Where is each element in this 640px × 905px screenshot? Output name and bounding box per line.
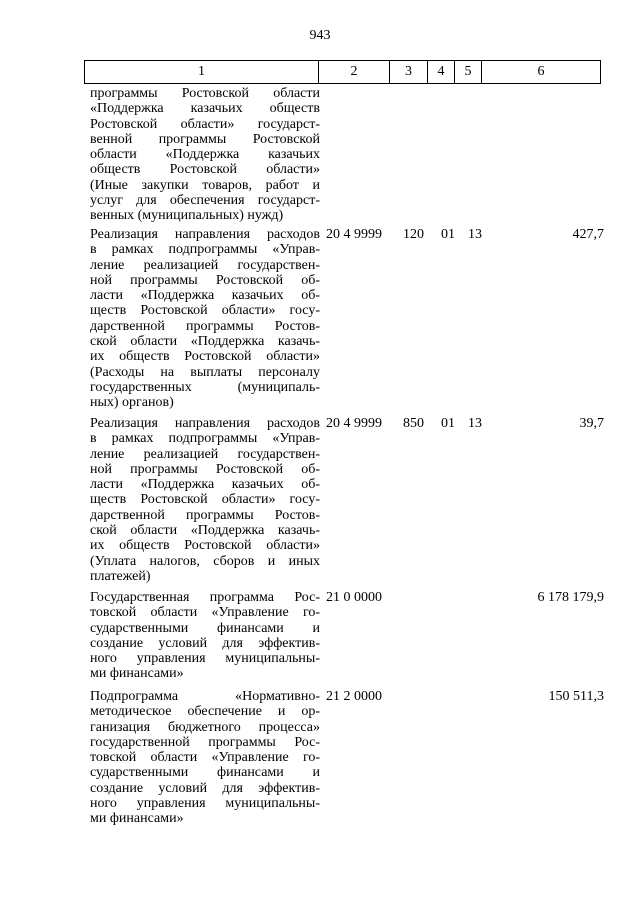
description-line: создание условий для эффектив- xyxy=(90,780,320,796)
description-line: «Поддержка казачьих обществ xyxy=(90,101,320,117)
description-line: (Расходы на выплаты персоналу xyxy=(90,364,320,380)
row-description xyxy=(90,227,320,411)
description-line: ласти «Поддержка казачьих об- xyxy=(90,477,320,493)
subsection-code: 13 xyxy=(468,416,482,431)
column-header-6: 6 xyxy=(482,61,601,84)
description-line: товской области «Управление го- xyxy=(90,605,320,621)
description-line: ществ Ростовской области» госу- xyxy=(90,492,320,508)
column-header-table xyxy=(84,60,601,84)
description-line: ного управления муниципальны- xyxy=(90,651,320,667)
description-line: сударственными финансами и xyxy=(90,765,320,781)
description-line: услуг для обеспечения государст- xyxy=(90,193,320,209)
description-line: (Уплата налогов, сборов и иных xyxy=(90,553,320,569)
target-article-code: 20 4 9999 xyxy=(326,416,382,431)
amount-value: 150 511,3 xyxy=(548,689,604,704)
target-article-code: 20 4 9999 xyxy=(326,227,382,242)
amount-value: 6 178 179,9 xyxy=(537,590,604,605)
row-description xyxy=(90,86,320,224)
description-line: ных) органов) xyxy=(90,395,174,411)
description-line: методическое обеспечение и ор- xyxy=(90,704,320,720)
description-line: ной программы Ростовской об- xyxy=(90,272,320,288)
row-description xyxy=(90,689,320,827)
expense-type-code: 120 xyxy=(403,227,424,242)
page-number: 943 xyxy=(309,28,331,43)
description-line: ласти «Поддержка казачьих об- xyxy=(90,288,320,304)
description-line: (Иные закупки товаров, работ и xyxy=(90,177,320,193)
description-line: их обществ Ростовской области» xyxy=(90,538,320,554)
description-line: Реализация направления расходов xyxy=(90,227,320,242)
target-article-code: 21 2 0000 xyxy=(326,689,382,704)
column-header-3: 3 xyxy=(390,61,428,84)
amount-value: 427,7 xyxy=(572,227,604,242)
description-line: области «Поддержка казачьих xyxy=(90,147,320,163)
amount-value: 39,7 xyxy=(579,416,604,431)
description-line: ной программы Ростовской об- xyxy=(90,461,320,477)
description-line: товской области «Управление го- xyxy=(90,750,320,766)
description-line: ление реализацией государствен- xyxy=(90,257,320,273)
description-line: создание условий для эффектив- xyxy=(90,635,320,651)
description-line: дарственной программы Ростов- xyxy=(90,318,320,334)
description-line: ганизация бюджетного процесса» xyxy=(90,719,320,735)
description-line: обществ Ростовской области» xyxy=(90,162,320,178)
column-header-1: 1 xyxy=(85,61,319,84)
description-line: государственной программы Рос- xyxy=(90,734,320,750)
row-description xyxy=(90,590,320,682)
description-line: Подпрограмма «Нормативно- xyxy=(90,689,320,704)
description-line: ской области «Поддержка казачь- xyxy=(90,334,320,350)
column-header-2: 2 xyxy=(319,61,390,84)
description-line: в рамках подпрограммы «Управ- xyxy=(90,431,320,447)
row-description xyxy=(90,416,320,584)
description-line: ской области «Поддержка казачь- xyxy=(90,523,320,539)
description-line: ми финансами» xyxy=(90,811,184,827)
description-line: государственных (муниципаль- xyxy=(90,379,320,395)
description-line: платежей) xyxy=(90,568,151,584)
column-header-row xyxy=(85,61,601,84)
description-line: ление реализацией государствен- xyxy=(90,446,320,462)
section-code: 01 xyxy=(441,227,455,242)
description-line: программы Ростовской области xyxy=(90,86,320,101)
column-header-4: 4 xyxy=(428,61,455,84)
column-header-5: 5 xyxy=(455,61,482,84)
description-line: Ростовской области» государст- xyxy=(90,116,320,132)
section-code: 01 xyxy=(441,416,455,431)
target-article-code: 21 0 0000 xyxy=(326,590,382,605)
description-line: Реализация направления расходов xyxy=(90,416,320,431)
expense-type-code: 850 xyxy=(403,416,424,431)
description-line: ного управления муниципальны- xyxy=(90,796,320,812)
description-line: дарственной программы Ростов- xyxy=(90,507,320,523)
description-line: ми финансами» xyxy=(90,666,184,682)
description-line: венной программы Ростовской xyxy=(90,131,320,147)
description-line: сударственными финансами и xyxy=(90,620,320,636)
description-line: их обществ Ростовской области» xyxy=(90,349,320,365)
description-line: в рамках подпрограммы «Управ- xyxy=(90,242,320,258)
description-line: Государственная программа Рос- xyxy=(90,590,320,605)
description-line: венных (муниципальных) нужд) xyxy=(90,208,284,224)
subsection-code: 13 xyxy=(468,227,482,242)
description-line: ществ Ростовской области» госу- xyxy=(90,303,320,319)
